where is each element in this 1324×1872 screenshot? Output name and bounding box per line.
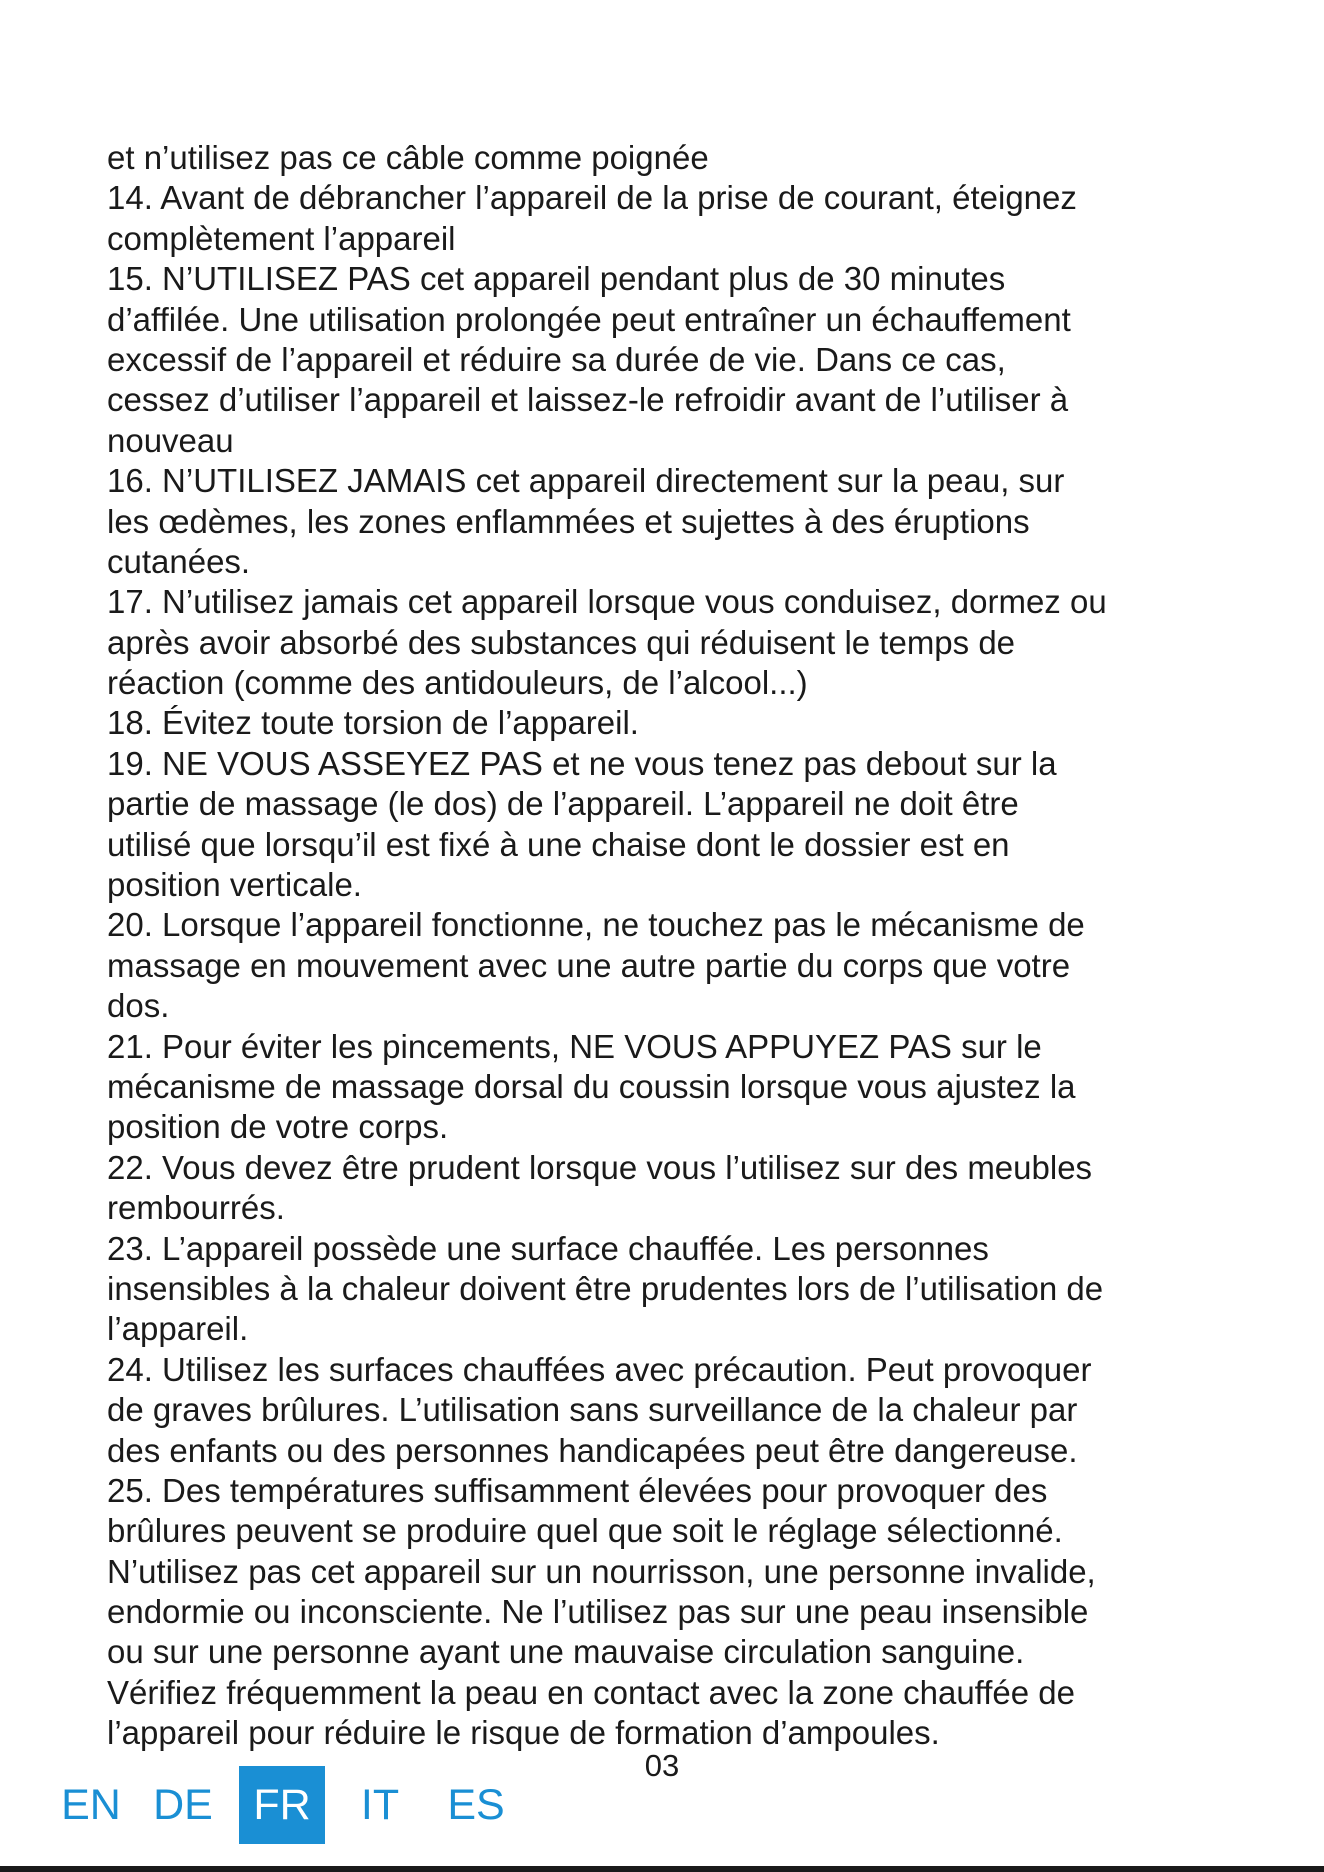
text-line: 18. Évitez toute torsion de l’appareil.	[107, 704, 639, 742]
text-line: les œdèmes, les zones enflammées et sujettes à des éruptions	[107, 502, 1030, 540]
text-line: dos.	[107, 987, 170, 1025]
text-line: partie de massage (le dos) de l’appareil. L’appareil ne doit être	[107, 785, 1019, 823]
page-number: 03	[644, 1748, 680, 1783]
bottom-border	[0, 1866, 1324, 1872]
text-line: 16. N’UTILISEZ JAMAIS cet appareil directement sur la peau, sur	[107, 462, 1065, 500]
tab-it[interactable]: IT	[360, 1781, 400, 1829]
text-line: cutanées.	[107, 542, 251, 580]
text-line: après avoir absorbé des substances qui réduisent le temps de	[107, 623, 1016, 661]
text-line: des enfants ou des personnes handicapées peut être dangereuse.	[107, 1431, 1078, 1469]
text-line: Vérifiez fréquemment la peau en contact avec la zone chauffée de	[107, 1673, 1076, 1711]
tab-en[interactable]: EN	[61, 1781, 121, 1829]
tab-es[interactable]: ES	[447, 1781, 505, 1829]
text-line: brûlures peuvent se produire quel que soit le réglage sélectionné.	[107, 1512, 1063, 1550]
tab-fr[interactable]: FR	[239, 1766, 325, 1844]
text-line: excessif de l’appareil et réduire sa durée de vie. Dans ce cas,	[107, 340, 1006, 378]
text-line: position de votre corps.	[107, 1108, 449, 1146]
text-line: 14. Avant de débrancher l’appareil de la prise de courant, éteignez	[107, 179, 1077, 217]
text-line: et n’utilisez pas ce câble comme poignée	[107, 139, 709, 176]
text-line: 23. L’appareil possède une surface chauffée. Les personnes	[107, 1229, 989, 1267]
text-line: N’utilisez pas cet appareil sur un nourrisson, une personne invalide,	[107, 1552, 1096, 1590]
text-line: cessez d’utiliser l’appareil et laissez-le refroidir avant de l’utiliser à	[107, 381, 1069, 419]
text-line: ou sur une personne ayant une mauvaise circulation sanguine.	[107, 1633, 1025, 1671]
text-line: massage en mouvement avec une autre partie du corps que votre	[107, 946, 1071, 984]
text-line: d’affilée. Une utilisation prolongée peut entraîner un échauffement	[107, 300, 1071, 338]
tab-de[interactable]: DE	[153, 1781, 213, 1829]
text-line: insensibles à la chaleur doivent être prudentes lors de l’utilisation de	[107, 1269, 1104, 1307]
text-line: 17. N’utilisez jamais cet appareil lorsque vous conduisez, dormez ou	[107, 583, 1107, 621]
text-line: utilisé que lorsqu’il est fixé à une chaise dont le dossier est en	[107, 825, 1010, 863]
text-line: 19. NE VOUS ASSEYEZ PAS et ne vous tenez pas debout sur la	[107, 744, 1057, 782]
text-line: position verticale.	[107, 866, 362, 904]
text-line: 25. Des températures suffisamment élevées pour provoquer des	[107, 1471, 1048, 1509]
text-line: complètement l’appareil	[107, 219, 456, 257]
text-line: nouveau	[107, 421, 234, 459]
text-line: 20. Lorsque l’appareil fonctionne, ne touchez pas le mécanisme de	[107, 906, 1085, 944]
text-line: réaction (comme des antidouleurs, de l’alcool...)	[107, 664, 808, 702]
text-line: 21. Pour éviter les pincements, NE VOUS APPUYEZ PAS sur le	[107, 1027, 1042, 1065]
text-line: endormie ou inconsciente. Ne l’utilisez pas sur une peau insensible	[107, 1593, 1089, 1631]
text-line: 15. N’UTILISEZ PAS cet appareil pendant plus de 30 minutes	[107, 260, 1006, 298]
text-line: 24. Utilisez les surfaces chauffées avec précaution. Peut provoquer	[107, 1350, 1092, 1388]
text-line: de graves brûlures. L’utilisation sans surveillance de la chaleur par	[107, 1391, 1078, 1429]
text-line: l’appareil.	[107, 1310, 249, 1348]
text-line: mécanisme de massage dorsal du coussin lorsque vous ajustez la	[107, 1067, 1076, 1105]
text-line: l’appareil pour réduire le risque de formation d’ampoules.	[107, 1714, 940, 1752]
document-body	[107, 138, 1237, 1754]
text-line: rembourrés.	[107, 1189, 285, 1227]
text-line: 22. Vous devez être prudent lorsque vous l’utilisez sur des meubles	[107, 1148, 1093, 1186]
